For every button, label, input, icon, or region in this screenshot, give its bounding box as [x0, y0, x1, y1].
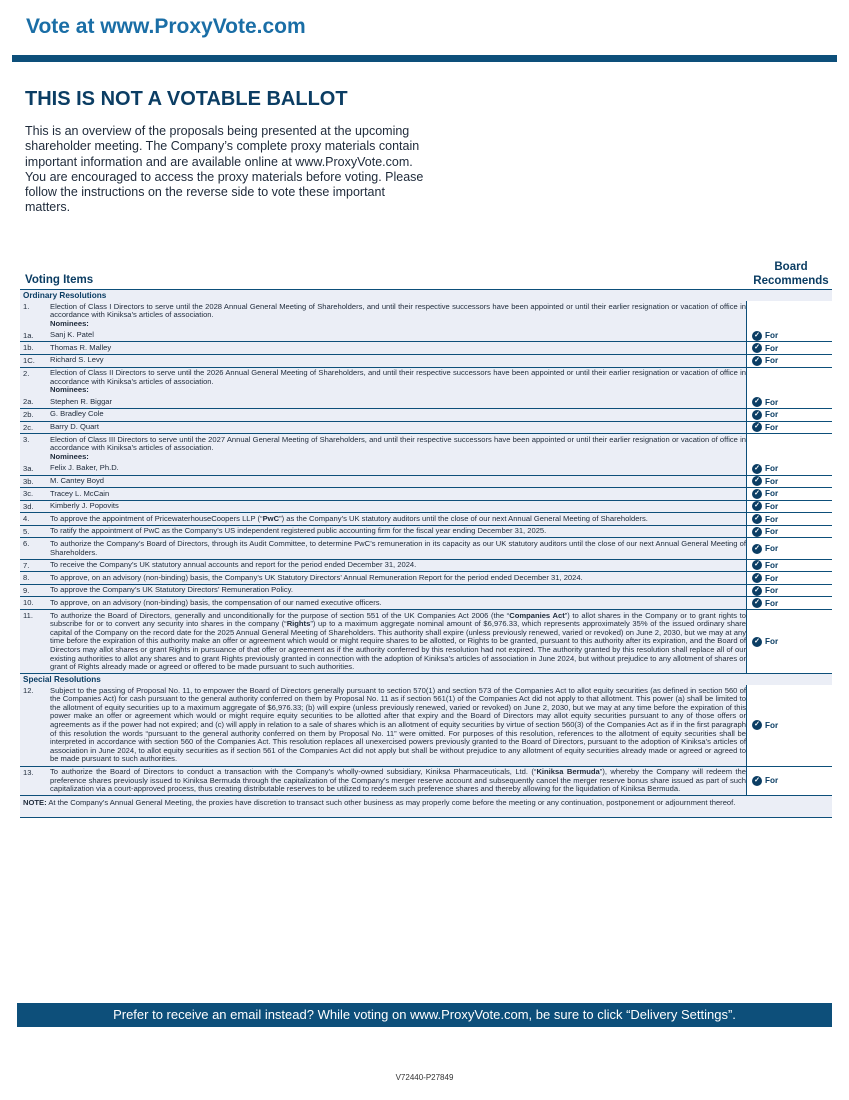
- proxyvote-link[interactable]: Vote at www.ProxyVote.com: [26, 15, 306, 38]
- nominee-row: 2c. Barry D. Quart ✓ For: [20, 422, 832, 435]
- nominees-label: Nominees:: [50, 318, 89, 328]
- recommendation-for: ✓ For: [746, 597, 832, 609]
- recommendation-for: ✓ For: [746, 501, 832, 513]
- recommendation-for: ✓ For: [746, 610, 832, 673]
- recommendation-for: ✓ For: [746, 560, 832, 572]
- proposal-5: 5. To ratify the appointment of PwC as the Company’s US independent registered public accounting firm for the fiscal year ending December 31, 2025. ✓ For: [20, 526, 832, 539]
- checkmark-icon: ✓: [752, 422, 762, 432]
- proposal-1: 1. Election of Class I Directors to serve until the 2028 Annual General Meeting of Shareholders, and until their respective successors have been appointed or until their earlier resignation or vacation of office in accordance with Kiniksa’s articles of association. Nominees:: [20, 301, 832, 330]
- proposal-13: 13. To authorize the Board of Directors to conduct a transaction with the Company’s wholly-owned subsidiary, Kiniksa Pharmaceuticals, Ltd. (“Kiniksa Bermuda”), whereby the Company will redeem the preference shares previously issued to Kiniksa Bermuda through the capitalization of the Company’s merger reserve account and subsequently cancel the merger reserve bonus share issued as part of such capitalization via a court-approved process, thus creating distributable reserves to be utilized to redeem such preference shares and thereby allowing for the liquidation of Kiniksa Bermuda. ✓ For: [20, 767, 832, 797]
- recommendation-for: ✓ For: [746, 355, 832, 367]
- checkmark-icon: ✓: [752, 776, 762, 786]
- proposal-2: 2. Election of Class II Directors to serve until the 2026 Annual General Meeting of Shareholders, and until their respective successors have been appointed or until their earlier resignation or vacation of office in accordance with Kiniksa’s articles of association. Nominees:: [20, 368, 832, 397]
- nominees-label: Nominees:: [50, 385, 89, 395]
- recommendation-for: ✓ For: [746, 476, 832, 488]
- proposal-11: 11. To authorize the Board of Directors, generally and unconditionally for the purpose of section 551 of the UK Companies Act 2006 (the “Companies Act”) to allot shares in the Company or to grant rights to subscribe for or to convert any security into shares in the company (“Rights”) up to a maximum aggregate nominal amount of $6,976.33, which represents approximately 35% of the issued ordinary share capital of the Company on the record date for the 2025 Annual General Meeting of Shareholders. This authority shall expire (unless previously renewed, varied or revoked) on June 2, 2030, but we may at any time before the expiration of this authority make an offer or agreement which would or might require shares to be allotted, or Rights to be granted, pursuant to this authority after its expiration, and the Board of Directors may allot shares or grant Rights in pursuance of that offer or agreement as if the authority conferred by this resolution had not expired. The authority granted by this resolution shall replace all of our existing authorities to allot any shares and to grant Rights previously granted in connection with the adoption of Kiniksa’s articles of association in June 2024, but without prejudice to any allotment of shares or grant of Rights already made or agreed or offered to be made pursuant to such authorities. ✓ For: [20, 610, 832, 674]
- recommendation-for: ✓ For: [746, 330, 832, 342]
- proposal-7: 7. To receive the Company’s UK statutory annual accounts and report for the period ended December 31, 2024. ✓ For: [20, 560, 832, 573]
- nominee-row: 3d. Kimberly J. Popovits ✓ For: [20, 501, 832, 514]
- nominee-row: 3a. Felix J. Baker, Ph.D. ✓ For: [20, 463, 832, 476]
- checkmark-icon: ✓: [752, 573, 762, 583]
- checkmark-icon: ✓: [752, 720, 762, 730]
- document-code: V72440-P27849: [395, 1073, 454, 1082]
- nominee-row: 2b. G. Bradley Cole ✓ For: [20, 409, 832, 422]
- recommendation-for: ✓ For: [746, 463, 832, 475]
- checkmark-icon: ✓: [752, 489, 762, 499]
- proposal-9: 9. To approve the Company’s UK Statutory Directors’ Remuneration Policy. ✓ For: [20, 585, 832, 598]
- checkmark-icon: ✓: [752, 514, 762, 524]
- recommendation-for: ✓ For: [746, 488, 832, 500]
- checkmark-icon: ✓: [752, 464, 762, 474]
- proposal-4: 4. To approve the appointment of PricewaterhouseCoopers LLP (“PwC”) as the Company’s UK statutory auditors until the close of our next Annual General Meeting of Shareholders. ✓ For: [20, 513, 832, 526]
- header-divider: [12, 55, 837, 62]
- checkmark-icon: ✓: [752, 331, 762, 341]
- nominees-label: Nominees:: [50, 451, 89, 461]
- recommendation-for: ✓ For: [746, 572, 832, 584]
- nominee-row: 3b. M. Cantey Boyd ✓ For: [20, 476, 832, 489]
- recommendation-for: ✓ For: [746, 767, 832, 796]
- proposal-6: 6. To authorize the Company’s Board of Directors, through its Audit Committee, to determine PwC’s remuneration in its capacity as our UK statutory auditors until the close of our next Annual General Meeting of Shareholders. ✓ For: [20, 538, 832, 559]
- checkmark-icon: ✓: [752, 586, 762, 596]
- recommendation-for: ✓ For: [746, 585, 832, 597]
- intro-paragraph: This is an overview of the proposals being presented at the upcoming shareholder meeting. The Company’s complete proxy materials contain important information and are available online at www.ProxyVote.com. You are encouraged to access the proxy materials before voting. Please follow the instructions on the reverse side to vote these important matters.: [25, 124, 424, 215]
- checkmark-icon: ✓: [752, 356, 762, 366]
- checkmark-icon: ✓: [752, 410, 762, 420]
- recommendation-for: ✓ For: [746, 342, 832, 354]
- voting-items-heading: Voting Items: [25, 274, 94, 286]
- recommendation-for: ✓ For: [746, 513, 832, 525]
- proposal-12: 12. Subject to the passing of Proposal No. 11, to empower the Board of Directors generally pursuant to section 570(1) and section 573 of the Companies Act to allot equity securities (as defined in section 560 of the Companies Act) for cash pursuant to the general authority conferred on them by Proposal No. 11 as if section 561(1) of the Companies Act did not apply to that allotment. This power (a) shall be limited to the allotment of equity securities up to a maximum aggregate of $6,976.33; (b) will expire (unless previously renewed, varied or revoked) on June 2, 2030, but we may at any time before the expiration of this power make an offer or agreement which would or might require equity securities to be allotted after that expiry and the Board of Directors may allot equity securities pursuant to any of those offers or agreements as if the power had not expired; and (c) will apply in relation to a sale of shares which is an allotment of equity securities by virtue of section 560(3) of the Companies Act as if in the first paragraph of this resolution the words “pursuant to the general authority conferred on them by Proposal No. 11” were omitted. For purposes of this resolution, references to the allotment of equity securities shall be interpreted in accordance with section 560 of the Companies Act. This resolution replaces all unexercised powers previously granted to the Board of Directors, pursuant to the adoption of Kiniksa’s articles of association in June 2024, to allot equity securities as if section 561 of the Companies Act did not apply but shall be without prejudice to any allotment of equity securities already made or agreed or agreed to be made pursuant to such authorities. ✓ For: [20, 685, 832, 766]
- board-recommends-heading: Board Recommends: [753, 261, 829, 287]
- recommendation-for: ✓ For: [746, 685, 832, 765]
- nominee-row: 1b. Thomas R. Malley ✓ For: [20, 342, 832, 355]
- checkmark-icon: ✓: [752, 544, 762, 554]
- recommendation-for: ✓ For: [746, 526, 832, 538]
- nominee-row: 1a. Sanj K. Patel ✓ For: [20, 330, 832, 343]
- checkmark-icon: ✓: [752, 637, 762, 647]
- proposal-8: 8. To approve, on an advisory (non-binding) basis, the Company’s UK Statutory Directors’ Annual Remuneration Report for the period ended December 31, 2024. ✓ For: [20, 572, 832, 585]
- proposal-10: 10. To approve, on an advisory (non-binding) basis, the compensation of our named executive officers. ✓ For: [20, 597, 832, 610]
- recommendation-for: ✓ For: [746, 538, 832, 558]
- nominee-row: 2a. Stephen R. Biggar ✓ For: [20, 396, 832, 409]
- voting-items-table: [20, 289, 832, 818]
- checkmark-icon: ✓: [752, 476, 762, 486]
- recommendation-for: ✓ For: [746, 396, 832, 408]
- email-delivery-banner: Prefer to receive an email instead? While voting on www.ProxyVote.com, be sure to click “Delivery Settings”.: [17, 1003, 832, 1027]
- ordinary-resolutions-heading: Ordinary Resolutions: [23, 291, 107, 300]
- checkmark-icon: ✓: [752, 560, 762, 570]
- checkmark-icon: ✓: [752, 397, 762, 407]
- page-title: THIS IS NOT A VOTABLE BALLOT: [25, 88, 348, 110]
- nominee-row: 3c. Tracey L. McCain ✓ For: [20, 488, 832, 501]
- recommendation-for: ✓ For: [746, 422, 832, 434]
- nominee-row: 1C. Richard S. Levy ✓ For: [20, 355, 832, 368]
- checkmark-icon: ✓: [752, 527, 762, 537]
- checkmark-icon: ✓: [752, 501, 762, 511]
- note: NOTE: At the Company’s Annual General Meeting, the proxies have discretion to transact such other business as may properly come before the meeting or any continuation, postponement or adjournment thereof.: [20, 796, 832, 818]
- proposal-3: 3. Election of Class III Directors to serve until the 2027 Annual General Meeting of Shareholders, and until their respective successors have been appointed or until their earlier resignation or vacation of office in accordance with Kiniksa’s articles of association. Nominees:: [20, 434, 832, 463]
- special-resolutions-heading: Special Resolutions: [23, 675, 101, 685]
- checkmark-icon: ✓: [752, 598, 762, 608]
- recommendation-for: ✓ For: [746, 409, 832, 421]
- checkmark-icon: ✓: [752, 343, 762, 353]
